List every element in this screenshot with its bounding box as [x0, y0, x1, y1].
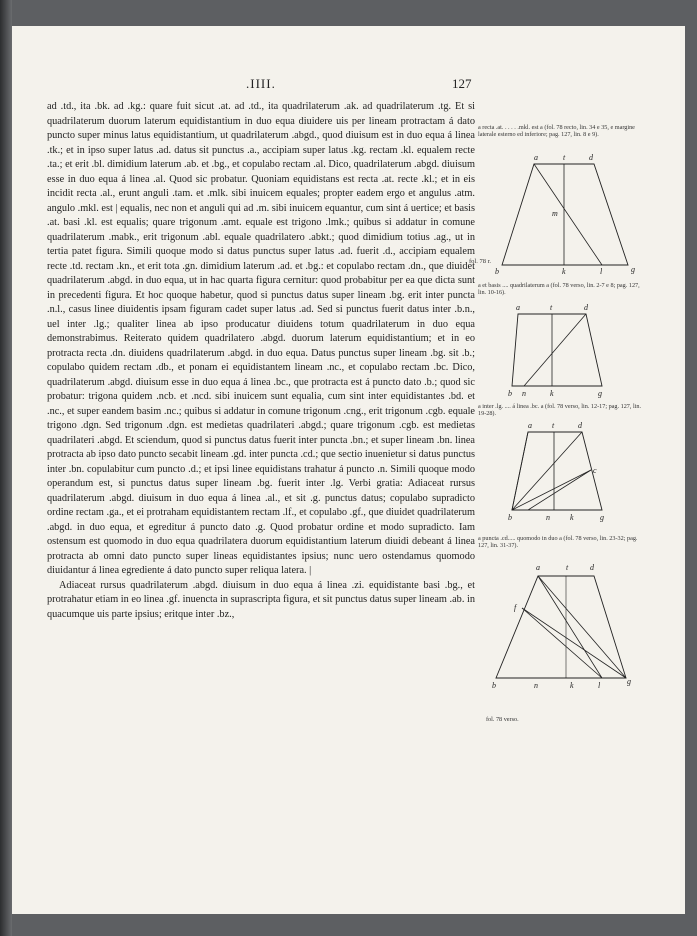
fig4-label-l: l	[598, 681, 601, 690]
fig1-label-b: b	[495, 267, 499, 276]
margin-note-1: a recta .at. . . . . .mkl. est a (fol. 78 recto, lin. 34 e 35, e margine laterale esterno ed inferiore; pag. 127, lin. 8 e 9).	[478, 124, 635, 139]
fig3-label-k: k	[570, 513, 574, 522]
fig1-label-m: m	[552, 209, 558, 218]
figure-1	[490, 150, 650, 285]
fig4-label-k: k	[570, 681, 574, 690]
fig3-label-d: d	[578, 421, 582, 430]
fig3-label-a: a	[528, 421, 532, 430]
fig3-label-c: c	[593, 466, 597, 475]
fig1-label-k: k	[562, 267, 566, 276]
fig4-label-f: f	[514, 603, 517, 612]
fig4-label-d: d	[590, 563, 594, 572]
fig3-label-g: g	[600, 513, 604, 522]
book-spine-shadow	[0, 0, 12, 936]
fig3-label-b: b	[508, 513, 512, 522]
fig3-label-n: n	[546, 513, 550, 522]
paragraph-2: Adiaceat rursus quadrilaterum .abgd. diuisum in duo equa á linea .zi. equidistante basi .bg., et protrahatur etiam in eo linea .gf. inuencta in suprascripta figura, et sit punctus datus super lineam .ab. in quacumque uis parte ipsius; eritque inter .bz.,	[47, 579, 475, 620]
figure-2	[490, 300, 650, 405]
fig1-label-a: a	[534, 153, 538, 162]
margin-note-5: fol. 78 verso.	[486, 716, 519, 723]
fig2-label-a: a	[516, 303, 520, 312]
figure-3	[490, 418, 650, 533]
fig4-label-t: t	[566, 563, 569, 572]
fig3-label-t: t	[552, 421, 555, 430]
fig2-label-b: b	[508, 389, 512, 398]
margin-note-4: a puncta .cd..... quomodo in duo a (fol. 78 verso, lin. 23-32; pag. 127, lin. 31-37).	[478, 535, 638, 550]
section-heading: .IIII.	[246, 76, 276, 91]
margin-note-3: a inter .lg. .... á linea .bc. a (fol. 78 verso, lin. 12-17; pag. 127, lin. 19-28).	[478, 403, 642, 418]
fig2-label-n: n	[522, 389, 526, 398]
paragraph-1: ad .td., ita .bk. ad .kg.: quare fuit sicut .at. ad .td., ita quadrilaterum .ak. ad quadrilaterum .tg. Et si quadrilaterum duorum laterum equidistantium in duo equa diuidere uis per lineam protractam á dato puncto super minus latus equidistantium, ut quadrilaterum .abgd., quod diuisum est in duo equa á linea .tk.; et in ipso super latus .ad. datus sit punctus .a., accipiam super latus .kg. rectam .kl. equalem recte .ta.; et erit .bl. dimidium laterum .ab. et .bg., et copulabo rectam .al. Dico, quadrilaterum .abgd. diuisum esse in duo equa á linea .al. Quod sic probatur. Quoniam equidistans est recta .at. recte .kl.; et in eis incidit recta .al., erunt anguli .tam. et .mlk. sibi inuicem equales; propter eadem ergo et angulus .atm. angulo .mkl. est | equalis, nec non et anguli qui ad .m. sibi inuicem equantur, cum sint á uertice; et basis .at. basi .kl. est equalis; quare trigonum .amt. equale est trigono .lmk.; quibus si addatur in comune quadrilaterum .mabk., erit trigonum .abl. equale quadrilatero .abkt.; quod dimidium totius .ag., ut in tertia patet figura. Simili quoque modo si datus punctus super latus .ad. fuerit .d., accipiam equalem recte .td. rectam .kn., et erit tota .gn. dimidium laterum .ad. et .bg.: et copulabo rectam .dn., que diuidet quadrilaterum .abgd. in duo equa, ut in hac quarta figura cernitur: quod probabitur per ea que dicta sunt in precedenti figura. Et hoc quoque habetur, quod si punctus datus super lineam .bg. erit inter puncta .n.l., casus linee diuidentis ipsam figuram cadet super latus .ad. Sed si punctus fuerit datus inter .b.n., uel inter .lg.; qualiter linea ab ipso producatur diuidens totum quadrilaterum in duo equa demonstrabimus. Reiterato quidem quadrilatero .abgd. duorum laterum equidistantium; et in eo protracta recta .dn. diuidens quadrilaterum .abgd. in duo equa. Datus punctus super lineam .bg. sit .b.; copulabo quidem rectam .db., et ponam ei equidistantem lineam .nc., et copulabo rectam .bc. Dico, quadrilaterum .abgd. diuisum esse in duo equa á linea .bc., que protracta est á puncto dato .b.; quod sic probatur: trigona quidem .ncb. et .ncd. sibi inuicem sunt equalia, cum sint inter equidistantes .bd. et .nc., et super eandem basim .nc.; quibus si addatur in comune trigonum .cng., erit trigonum .cgb. equale trigono .dgn. Sed trigonum .dgn. est medietas quadrilateri .abgd.; quare trigonum .cgb. est medietas quadrilateri .abgd. Et sciendum, quod si punctus datus fuerit inter puncta .bn.; et super lineam .bn. linea protracta ab ipso dato puncto secabit lineam .gd. inter puncta .cd.; que sectio inuenietur si datus punctus inter .bn. copulabitur cum puncto .d.; et ipsi linee equidistans trahatur á puncto .n. Simili quoque modo operandum est, si punctus datus super lineam .bg. fuerit inter .lg. Verbi gratia: Adiaceat rursus quadrilaterum .abgd. diuisum in duo equa á linea .al., et sit .g. punctus datus; copulabo supradicto ordine rectam .ga., et ei protraham equidistantem rectam .lf., et copulabo .gf., que diuidet quadrilaterum .abgd. in duo equa, et egreditur á puncto dato .g. Quod probatur ordine et modo supradicto. Iam ostensum est quomodo in duo equa quadrilatera duorum equidistantium laterum diuidi debeant á linea protracta ab omni dato puncto super lineas equidistantes ipsius; nunc uero ostendamus quomodo diuidantur á linea egrediente á dato puncto super reliqua latera. |	[47, 101, 475, 576]
page-number: 127	[452, 76, 472, 91]
fig1-label-t: t	[563, 153, 566, 162]
fig1-label-d: d	[589, 153, 593, 162]
fig4-label-g: g	[627, 677, 631, 686]
fig4-label-n: n	[534, 681, 538, 690]
fig4-label-a: a	[536, 563, 540, 572]
folio-reference: fol. 78 r.	[469, 258, 492, 265]
main-text	[47, 100, 475, 622]
fig2-label-t: t	[550, 303, 553, 312]
figure-4	[490, 560, 650, 695]
margin-note-2: a et basis .... quadrilaterum a (fol. 78 verso, lin. 2-7 e 8; pag. 127, lin. 10-16).	[478, 282, 640, 297]
fig1-label-g: g	[631, 265, 635, 274]
fig1-label-l: l	[600, 267, 603, 276]
fig4-label-b: b	[492, 681, 496, 690]
fig2-label-k: k	[550, 389, 554, 398]
fig2-label-d: d	[584, 303, 588, 312]
page-header	[0, 76, 697, 96]
fig2-label-g: g	[598, 389, 602, 398]
